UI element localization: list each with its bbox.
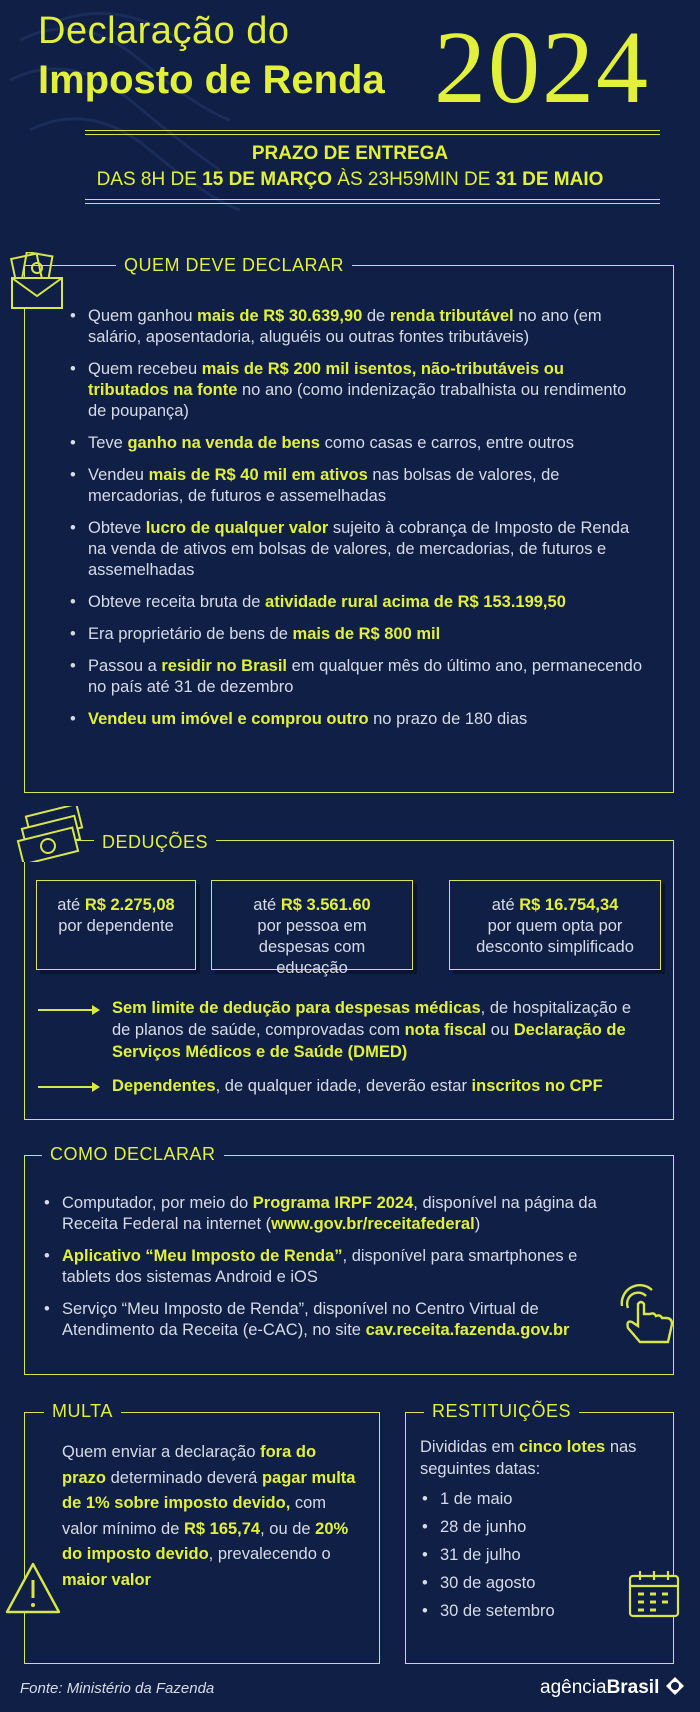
deducao-educacao-desc: por pessoa em despesas com educação	[257, 917, 367, 977]
calendar-icon	[626, 1568, 682, 1620]
logo-text-b: Brasil	[606, 1677, 660, 1698]
deducao-dependente-value: R$ 2.275,08	[84, 896, 175, 914]
multa-emphasis: fora do prazo	[62, 1443, 317, 1487]
deducao-educacao-box	[211, 880, 413, 977]
list-item	[40, 1193, 620, 1235]
multa-text-part: , ou de	[260, 1519, 316, 1538]
body-text: Obteve receita bruta de	[88, 593, 266, 611]
agencia-brasil-logo	[540, 1676, 685, 1699]
deducao-dependente-box	[36, 880, 196, 970]
body-text: Obteve	[88, 519, 146, 537]
emphasis-text: Vendeu um imóvel e comprou outro	[88, 710, 369, 728]
emphasis-text: ganho na venda de bens	[127, 434, 320, 452]
body-text: , disponível na página da Receita Federal na internet (	[62, 1194, 597, 1233]
list-item	[66, 709, 646, 730]
restituicao-date: • 30 de setembro	[418, 1597, 618, 1625]
emphasis-text: atividade rural acima de R$ 153.199,50	[265, 593, 566, 611]
quem-deve-declarar-list	[66, 306, 646, 741]
restituicoes-emphasis: cinco lotes	[519, 1438, 606, 1456]
multa-emphasis: maior valor	[62, 1570, 151, 1589]
list-item	[66, 306, 646, 348]
note-text: ou	[486, 1021, 514, 1039]
multa-emphasis: 20% do imposto devido	[62, 1519, 349, 1563]
deducao-simplificado-desc: por quem opta por desconto simplificado	[476, 917, 634, 956]
body-text: nas bolsas de valores, de mercadorias, de futuros e assemelhadas	[88, 466, 560, 505]
body-text: Teve	[88, 434, 128, 452]
como-declarar-list	[40, 1193, 620, 1352]
header-divider-top-2	[85, 134, 660, 135]
note-text: , de qualquer idade, deverão estar	[215, 1077, 472, 1095]
footer-source: Fonte: Ministério da Fazenda	[20, 1680, 215, 1697]
emphasis-text: mais de R$ 800 mil	[292, 625, 441, 643]
arrow-icon	[38, 1009, 98, 1011]
emphasis-text: residir no Brasil	[161, 657, 288, 675]
restituicao-date: • 1 de maio	[418, 1485, 618, 1513]
multa-text-part: Quem enviar a declaração	[62, 1443, 261, 1461]
emphasis-text: Programa IRPF 2024	[252, 1194, 414, 1212]
multa-text-part: com valor mínimo de	[62, 1494, 327, 1538]
prazo-text-c: ÀS 23H59MIN DE	[332, 169, 496, 190]
list-item	[66, 359, 646, 422]
deducao-note-medicas	[112, 997, 652, 1063]
body-text: Vendeu	[88, 466, 149, 484]
prazo-start-date: 15 DE MARÇO	[202, 169, 333, 190]
deducao-simplificado-value: R$ 16.754,34	[519, 896, 619, 914]
list-item	[40, 1246, 620, 1288]
restituicoes-dates-list	[418, 1485, 618, 1625]
warning-icon	[4, 1560, 62, 1616]
body-text: sujeito à cobrança de Imposto de Renda na venda de ativos em bolsas de valores, de mercadorias, de futuros e assemelhadas	[88, 519, 630, 579]
emphasis-text: lucro de qualquer valor	[145, 519, 329, 537]
note-emphasis: Sem limite de dedução para despesas médicas	[112, 999, 481, 1017]
restituicao-date: • 28 de junho	[418, 1513, 618, 1541]
emphasis-text: www.gov.br/receitafederal	[271, 1215, 475, 1233]
logo-text-a: agência	[540, 1677, 607, 1698]
note-emphasis: nota fiscal	[404, 1021, 487, 1039]
title-line-2: Imposto de Renda	[38, 58, 385, 102]
body-text: )	[474, 1215, 481, 1233]
deducao-dependente-value-line	[37, 895, 195, 916]
list-item	[66, 592, 646, 613]
body-text: em qualquer mês do último ano, permanecendo no país até 31 de dezembro	[88, 657, 642, 696]
deducao-pre: até	[491, 896, 520, 914]
body-text: Computador, por meio do	[62, 1194, 253, 1212]
body-text: no ano (como indenização trabalhista ou rendimento de poupança)	[88, 381, 627, 420]
money-envelope-icon	[8, 252, 68, 312]
deducao-note-dependentes	[112, 1075, 652, 1097]
restituicoes-intro-part: Divididas em	[420, 1438, 520, 1456]
body-text: , disponível para smartphones e tablets dos sistemas Android e iOS	[62, 1247, 578, 1286]
deducao-educacao-value-line	[212, 895, 412, 916]
deducao-pre: até	[253, 896, 281, 914]
multa-text	[62, 1440, 362, 1593]
emphasis-text: mais de R$ 40 mil em ativos	[148, 466, 368, 484]
prazo-end-date: 31 DE MAIO	[495, 169, 604, 190]
list-item	[66, 656, 646, 698]
emphasis-text: mais de R$ 30.639,90	[197, 307, 363, 325]
body-text: Serviço “Meu Imposto de Renda”, disponível no Centro Virtual de Atendimento da Receita (e-CAC), no site	[62, 1300, 539, 1339]
list-item	[66, 518, 646, 581]
body-text: de	[362, 307, 390, 325]
multa-emphasis: R$ 165,74	[183, 1519, 261, 1538]
multa-emphasis: pagar multa de 1% sobre imposto devido,	[62, 1468, 356, 1512]
body-text: no prazo de 180 dias	[368, 710, 528, 728]
multa-title: MULTA	[44, 1401, 121, 1422]
note-emphasis: inscritos no CPF	[471, 1077, 603, 1095]
header-divider-bottom-2	[85, 203, 660, 204]
body-text: Quem recebeu	[88, 360, 202, 378]
body-text: no ano (em salário, aposentadoria, aluguéis ou outras fontes tributáveis)	[88, 307, 602, 346]
deducao-educacao-value: R$ 3.561.60	[280, 896, 371, 914]
deducao-simplificado-value-line	[450, 895, 660, 916]
prazo-subtitle	[0, 169, 700, 191]
header-divider-top	[85, 130, 660, 131]
deducao-dependente-desc: por dependente	[58, 917, 174, 935]
title-line-1: Declaração do	[38, 10, 290, 52]
quem-deve-declarar-title: QUEM DEVE DECLARAR	[116, 255, 352, 276]
deducao-pre: até	[57, 896, 85, 914]
prazo-title: PRAZO DE ENTREGA	[251, 143, 449, 164]
restituicoes-title: RESTITUIÇÕES	[424, 1401, 579, 1422]
note-emphasis: Declaração de Serviços Médicos e de Saúde (DMED)	[112, 1021, 626, 1061]
multa-text-part: , prevalecendo o	[208, 1545, 331, 1563]
emphasis-text: mais de R$ 200 mil isentos, não-tributáveis ou tributados na fonte	[88, 360, 564, 399]
list-item	[66, 433, 646, 454]
logo-mark-icon	[665, 1676, 685, 1696]
list-item	[66, 624, 646, 645]
body-text: Passou a	[88, 657, 162, 675]
emphasis-text: cav.receita.fazenda.gov.br	[365, 1321, 570, 1339]
year-label: 2024	[434, 10, 650, 125]
emphasis-text: renda tributável	[389, 307, 514, 325]
body-text: como casas e carros, entre outros	[319, 434, 575, 452]
restituicao-date: • 30 de agosto	[418, 1569, 618, 1597]
list-item	[40, 1299, 620, 1341]
deducao-simplificado-box	[449, 880, 661, 970]
arrow-icon	[38, 1086, 98, 1088]
note-text: , de hospitalização e de planos de saúde, comprovadas com	[112, 999, 632, 1039]
restituicoes-intro-part: nas seguintes datas:	[420, 1438, 637, 1478]
restituicao-date: • 31 de julho	[418, 1541, 618, 1569]
prazo-text-a: DAS 8H DE	[96, 169, 203, 190]
list-item	[66, 465, 646, 507]
money-bills-icon	[14, 806, 94, 862]
restituicoes-intro	[420, 1436, 660, 1480]
body-text: Era proprietário de bens de	[88, 625, 293, 643]
body-text: Quem ganhou	[88, 307, 198, 325]
touch-hand-icon	[612, 1278, 682, 1348]
emphasis-text: Aplicativo “Meu Imposto de Renda”	[62, 1247, 343, 1265]
note-emphasis: Dependentes	[112, 1077, 216, 1095]
multa-text-part: determinado deverá	[106, 1468, 262, 1487]
deducoes-title: DEDUÇÕES	[94, 832, 216, 853]
header-divider-bottom	[85, 199, 660, 200]
como-declarar-title: COMO DECLARAR	[42, 1144, 224, 1165]
